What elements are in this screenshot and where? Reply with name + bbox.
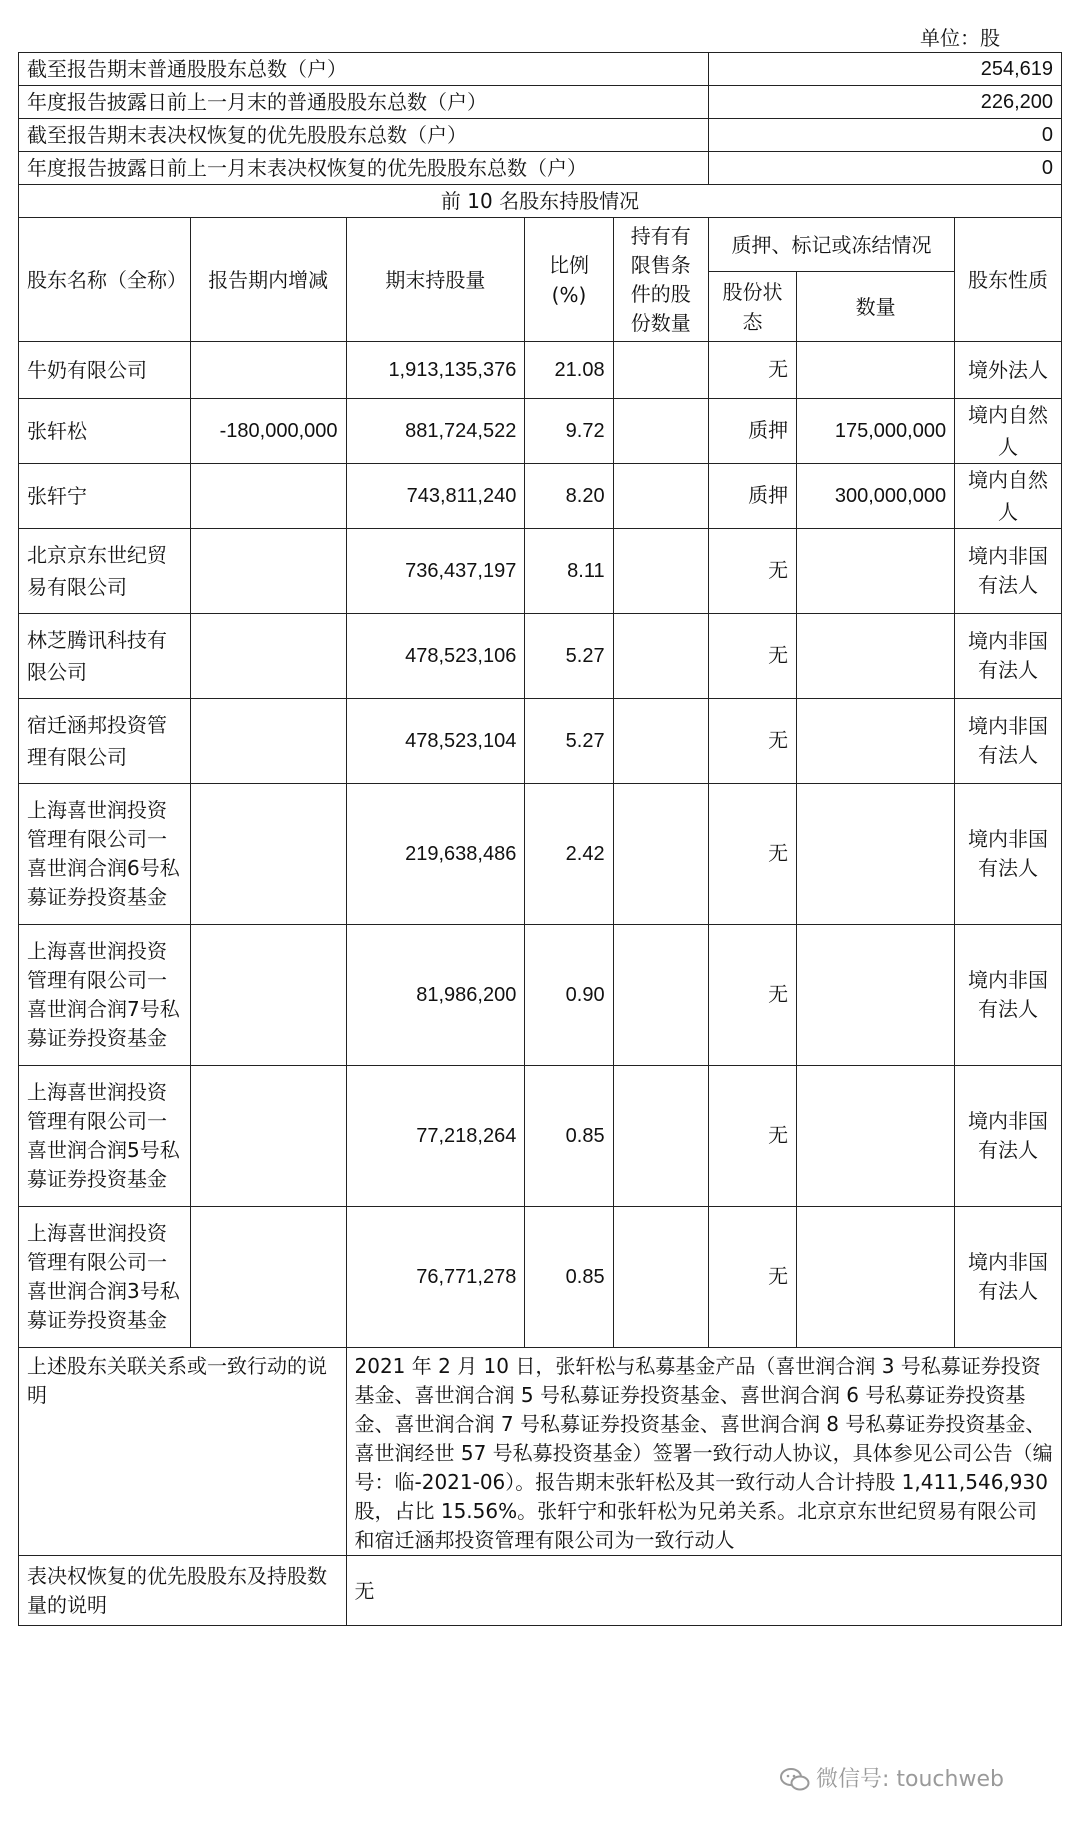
row-held: 77,218,264 (346, 1066, 525, 1207)
table-row (19, 925, 1062, 1066)
row-nature: 境内自然人 (955, 399, 1062, 464)
row-held: 743,811,240 (346, 464, 525, 529)
header-row (19, 218, 1062, 272)
row-change (190, 1066, 346, 1207)
watermark-text: 微信号: touchweb (816, 1767, 1004, 1792)
row-status: 无 (708, 925, 796, 1066)
preferred-row (19, 1556, 1062, 1626)
row-name: 北京京东世纪贸易有限公司 (19, 529, 191, 614)
summary-row (19, 86, 1062, 119)
row-restricted (613, 925, 708, 1066)
header-pledge-group: 质押、标记或冻结情况 (708, 218, 954, 272)
row-ratio: 8.11 (525, 529, 613, 614)
row-change (190, 529, 346, 614)
row-nature: 境内自然人 (955, 464, 1062, 529)
summary-label: 截至报告期末普通股股东总数（户） (19, 53, 709, 86)
row-nature: 境内非国有法人 (955, 614, 1062, 699)
row-name: 上海喜世润投资管理有限公司一喜世润合润3号私募证券投资基金 (19, 1207, 191, 1348)
row-status: 质押 (708, 399, 796, 464)
row-nature: 境内非国有法人 (955, 925, 1062, 1066)
row-change (190, 464, 346, 529)
row-status: 质押 (708, 464, 796, 529)
row-change (190, 342, 346, 399)
row-ratio: 0.85 (525, 1066, 613, 1207)
summary-value: 0 (708, 152, 1061, 185)
row-ratio: 8.20 (525, 464, 613, 529)
summary-label: 年度报告披露日前上一月末表决权恢复的优先股股东总数（户） (19, 152, 709, 185)
table-row (19, 784, 1062, 925)
row-ratio: 2.42 (525, 784, 613, 925)
summary-row (19, 152, 1062, 185)
summary-row (19, 53, 1062, 86)
row-ratio: 5.27 (525, 699, 613, 784)
table-row (19, 1066, 1062, 1207)
row-held: 736,437,197 (346, 529, 525, 614)
row-ratio: 21.08 (525, 342, 613, 399)
row-qty (797, 699, 955, 784)
row-change (190, 614, 346, 699)
row-status: 无 (708, 342, 796, 399)
row-held: 478,523,104 (346, 699, 525, 784)
table-row (19, 529, 1062, 614)
row-status: 无 (708, 529, 796, 614)
section-title: 前 10 名股东持股情况 (19, 185, 1062, 218)
table-row (19, 614, 1062, 699)
row-nature: 境内非国有法人 (955, 1066, 1062, 1207)
row-change: -180,000,000 (190, 399, 346, 464)
row-nature: 境内非国有法人 (955, 1207, 1062, 1348)
row-held: 478,523,106 (346, 614, 525, 699)
row-qty (797, 529, 955, 614)
row-held: 81,986,200 (346, 925, 525, 1066)
row-name: 上海喜世润投资管理有限公司一喜世润合润5号私募证券投资基金 (19, 1066, 191, 1207)
row-status: 无 (708, 1066, 796, 1207)
shareholder-table (18, 52, 1062, 1626)
preferred-label: 表决权恢复的优先股股东及持股数量的说明 (19, 1556, 347, 1626)
row-name: 上海喜世润投资管理有限公司一喜世润合润7号私募证券投资基金 (19, 925, 191, 1066)
row-nature: 境外法人 (955, 342, 1062, 399)
row-qty (797, 614, 955, 699)
row-status: 无 (708, 784, 796, 925)
summary-label: 年度报告披露日前上一月末的普通股股东总数（户） (19, 86, 709, 119)
row-ratio: 5.27 (525, 614, 613, 699)
header-held: 期末持股量 (346, 218, 525, 342)
relation-label: 上述股东关联关系或一致行动的说明 (19, 1348, 347, 1556)
row-name: 张轩宁 (19, 464, 191, 529)
row-nature: 境内非国有法人 (955, 529, 1062, 614)
row-change (190, 925, 346, 1066)
row-held: 881,724,522 (346, 399, 525, 464)
row-name: 牛奶有限公司 (19, 342, 191, 399)
row-qty (797, 1207, 955, 1348)
row-change (190, 784, 346, 925)
row-restricted (613, 1207, 708, 1348)
row-name: 林芝腾讯科技有限公司 (19, 614, 191, 699)
row-qty (797, 1066, 955, 1207)
header-name: 股东名称（全称） (19, 218, 191, 342)
row-nature: 境内非国有法人 (955, 699, 1062, 784)
table-row (19, 699, 1062, 784)
row-qty: 300,000,000 (797, 464, 955, 529)
relation-row (19, 1348, 1062, 1556)
header-ratio: 比例(%) (525, 218, 613, 342)
row-held: 76,771,278 (346, 1207, 525, 1348)
row-held: 219,638,486 (346, 784, 525, 925)
preferred-text: 无 (346, 1556, 1062, 1626)
summary-value: 226,200 (708, 86, 1061, 119)
row-restricted (613, 399, 708, 464)
table-row (19, 342, 1062, 399)
wechat-watermark (780, 1762, 1004, 1793)
table-row (19, 399, 1062, 464)
table-row (19, 1207, 1062, 1348)
row-restricted (613, 529, 708, 614)
wechat-icon (780, 1767, 810, 1793)
summary-row (19, 119, 1062, 152)
row-restricted (613, 614, 708, 699)
header-nature: 股东性质 (955, 218, 1062, 342)
row-ratio: 9.72 (525, 399, 613, 464)
summary-value: 254,619 (708, 53, 1061, 86)
table-row (19, 464, 1062, 529)
header-pledge-qty: 数量 (797, 272, 955, 342)
row-change (190, 1207, 346, 1348)
row-restricted (613, 699, 708, 784)
header-restricted: 持有有限售条件的股份数量 (613, 218, 708, 342)
row-ratio: 0.85 (525, 1207, 613, 1348)
unit-label: 单位：股 (920, 26, 1000, 50)
row-restricted (613, 342, 708, 399)
summary-label: 截至报告期末表决权恢复的优先股股东总数（户） (19, 119, 709, 152)
row-restricted (613, 1066, 708, 1207)
header-pledge-status: 股份状态 (708, 272, 796, 342)
summary-value: 0 (708, 119, 1061, 152)
row-qty (797, 925, 955, 1066)
row-status: 无 (708, 614, 796, 699)
row-qty: 175,000,000 (797, 399, 955, 464)
row-qty (797, 784, 955, 925)
section-title-row (19, 185, 1062, 218)
row-status: 无 (708, 699, 796, 784)
row-name: 上海喜世润投资管理有限公司一喜世润合润6号私募证券投资基金 (19, 784, 191, 925)
row-restricted (613, 464, 708, 529)
row-change (190, 699, 346, 784)
row-ratio: 0.90 (525, 925, 613, 1066)
row-qty (797, 342, 955, 399)
header-change: 报告期内增减 (190, 218, 346, 342)
row-restricted (613, 784, 708, 925)
row-held: 1,913,135,376 (346, 342, 525, 399)
row-status: 无 (708, 1207, 796, 1348)
relation-text: 2021 年 2 月 10 日，张轩松与私募基金产品（喜世润合润 3 号私募证券投资基金、喜世润合润 5 号私募证券投资基金、喜世润合润 6 号私募证券投资基金、喜世润合润 7 号私募证券投资基金、喜世润合润 8 号私募证券投资基金、喜世润经世 57 号私募投资基金）签署一致行动人协议，具体参见公司公告（编号：临-2021-06）。报告期末张轩松及其一致行动人合计持股 1,411,546,930 股，占比 15.56%。张轩宁和张轩松为兄弟关系。北京京东世纪贸易有限公司和宿迁涵邦投资管理有限公司为一致行动人 (346, 1348, 1062, 1556)
row-name: 宿迁涵邦投资管理有限公司 (19, 699, 191, 784)
row-nature: 境内非国有法人 (955, 784, 1062, 925)
row-name: 张轩松 (19, 399, 191, 464)
